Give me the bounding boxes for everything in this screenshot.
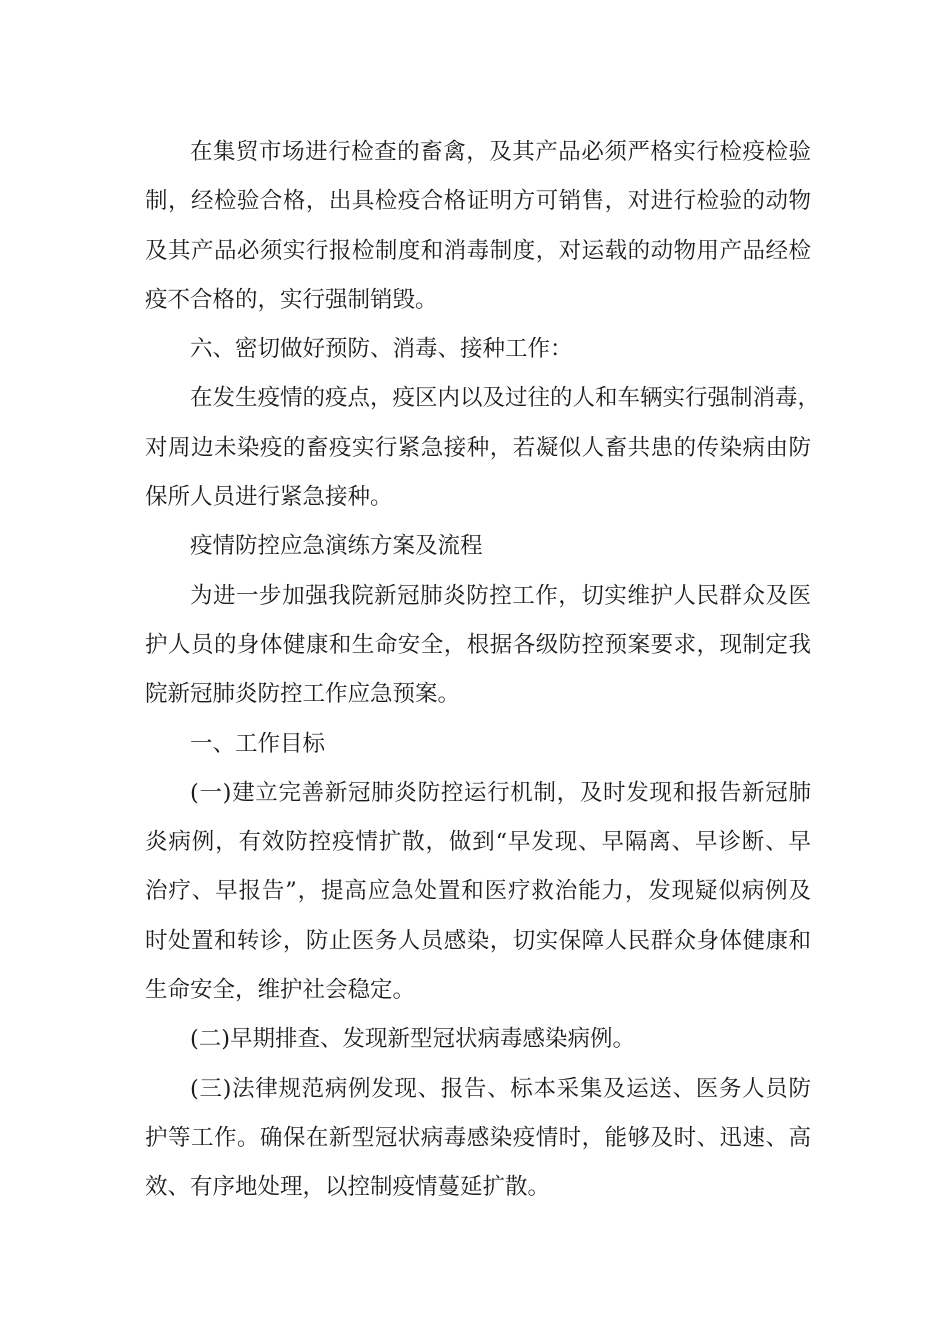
heading-work-goals — [145, 720, 811, 769]
text-line: 为进一步加强我院新冠肺炎防控工作，切实维护人民群众及医 — [190, 582, 811, 609]
paragraph-plan-intro — [145, 572, 811, 720]
text-line: 护人员的身体健康和生命安全，根据各级防控预案要求，现制定我 — [145, 631, 811, 658]
text-line: (二)早期排查、发现新型冠状病毒感染病例。 — [190, 1026, 636, 1053]
document-body — [145, 128, 821, 1213]
text-line: 保所人员进行紧急接种。 — [145, 484, 393, 511]
heading-section-six — [145, 325, 811, 374]
paragraph-goal-one — [145, 769, 811, 1015]
heading-drill-plan — [145, 522, 811, 571]
text-line: 治疗、早报告”，提高应急处置和医疗救治能力，发现疑似病例及 — [145, 878, 811, 905]
text-line: (一)建立完善新冠肺炎防控运行机制，及时发现和报告新冠肺 — [190, 779, 811, 806]
text-line: 生命安全，维护社会稳定。 — [145, 977, 416, 1004]
text-line: 一、工作目标 — [190, 730, 326, 757]
text-line: 疫情防控应急演练方案及流程 — [190, 533, 483, 560]
text-line: 时处置和转诊，防止医务人员感染，切实保障人民群众身体健康和 — [145, 927, 811, 954]
text-line: 在发生疫情的疫点，疫区内以及过往的人和车辆实行强制消毒， — [190, 385, 821, 412]
paragraph-goal-two — [145, 1015, 811, 1064]
text-line: 及其产品必须实行报检制度和消毒制度，对运载的动物用产品经检 — [145, 237, 811, 264]
paragraph-goal-three — [145, 1065, 811, 1213]
text-line: 制，经检验合格，出具检疫合格证明方可销售，对进行检验的动物 — [145, 188, 811, 215]
paragraph-disinfection — [145, 374, 821, 522]
text-line: 炎病例，有效防控疫情扩散，做到“早发现、早隔离、早诊断、早 — [145, 829, 811, 856]
text-line: 六、密切做好预防、消毒、接种工作： — [190, 336, 573, 363]
text-line: 护等工作。确保在新型冠状病毒感染疫情时，能够及时、迅速、高 — [145, 1124, 811, 1151]
text-line: (三)法律规范病例发现、报告、标本采集及运送、医务人员防 — [190, 1075, 811, 1102]
text-line: 效、有序地处理，以控制疫情蔓延扩散。 — [145, 1174, 551, 1201]
text-line: 对周边未染疫的畜疫实行紧急接种，若凝似人畜共患的传染病由防 — [145, 434, 811, 461]
text-line: 院新冠肺炎防控工作应急预案。 — [145, 681, 461, 708]
paragraph-market-inspection — [145, 128, 811, 325]
text-line: 在集贸市场进行检查的畜禽，及其产品必须严格实行检疫检验 — [190, 139, 811, 165]
text-line: 疫不合格的，实行强制销毁。 — [145, 286, 438, 313]
